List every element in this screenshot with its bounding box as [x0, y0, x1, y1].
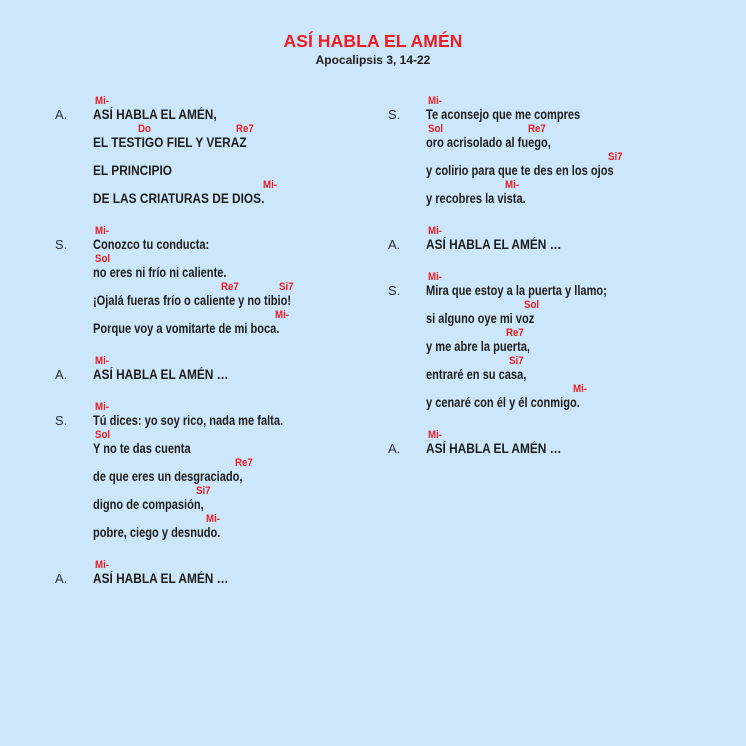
chord-label: Mi-: [428, 429, 442, 441]
chord-row: [93, 178, 335, 191]
lyric-line: [426, 283, 655, 298]
chord-row: [93, 94, 335, 107]
lyric-line-group: [426, 122, 655, 150]
lyric-text: de que eres un desgraciado,: [93, 469, 243, 484]
lyric-text: digno de compasión,: [93, 497, 204, 512]
refrain-stanza: [388, 428, 655, 456]
chord-row: [426, 122, 655, 135]
chord-row: [93, 428, 335, 441]
lyric-line-group: [426, 224, 655, 252]
speaker-label: A.: [388, 237, 401, 252]
chord-row: [426, 150, 655, 163]
speaker-label: A.: [55, 367, 68, 382]
lyric-line: [93, 441, 335, 456]
lyric-text: ASÍ HABLA EL AMÉN …: [93, 571, 229, 586]
refrain-stanza: [388, 224, 655, 252]
lyric-text: y cenaré con él y él conmigo.: [426, 395, 580, 410]
lyric-line-group: [426, 178, 655, 206]
refrain-stanza: [55, 354, 335, 382]
chord-row: [426, 178, 655, 191]
lyric-line: [426, 135, 655, 150]
lyric-text: ASÍ HABLA EL AMÉN …: [426, 237, 562, 252]
lyric-text: y recobres la vista.: [426, 191, 526, 206]
lyric-line-group: [93, 456, 335, 484]
lyric-line: [93, 293, 335, 308]
lyric-line-group: [426, 270, 655, 298]
lyric-line-group: [93, 428, 335, 456]
speaker-label: A.: [388, 441, 401, 456]
chord-row: [426, 270, 655, 283]
lyric-line: [93, 321, 335, 336]
lyric-line-group: [93, 354, 335, 382]
speaker-label: S.: [55, 237, 68, 252]
lyric-line-group: [93, 252, 335, 280]
lyric-text: oro acrisolado al fuego,: [426, 135, 551, 150]
chord-label: Sol: [95, 429, 111, 441]
lyric-line: [426, 191, 655, 206]
chord-label: Mi-: [428, 95, 442, 107]
chord-label: Re7: [235, 457, 253, 469]
chord-label: Si7: [279, 281, 294, 293]
lyric-line-group: [93, 400, 335, 428]
lyric-text: ¡Ojalá fueras frío o caliente y no tibio!: [93, 293, 292, 308]
chord-row: [426, 428, 655, 441]
lyric-line: [426, 237, 655, 252]
chord-label: Re7: [236, 123, 254, 135]
chord-label: Re7: [506, 327, 524, 339]
lyric-text: pobre, ciego y desnudo.: [93, 525, 221, 540]
chord-row: [93, 308, 335, 321]
chord-row: [93, 400, 335, 413]
lyric-text: si alguno oye mi voz: [426, 311, 535, 326]
lyric-line-group: [93, 178, 335, 206]
lyric-line-group: [426, 428, 655, 456]
chord-row: [93, 484, 335, 497]
lyric-line-group: [93, 122, 335, 150]
lyric-line: [426, 339, 655, 354]
chord-row: [426, 354, 655, 367]
verse-stanza: [388, 94, 655, 206]
chord-label: Sol: [95, 253, 111, 265]
chord-row: [426, 94, 655, 107]
lyric-line-group: [426, 298, 655, 326]
lyric-text: Tú dices: yo soy rico, nada me falta.: [93, 413, 284, 428]
chord-label: Mi-: [95, 401, 109, 413]
lyric-text: entraré en su casa,: [426, 367, 527, 382]
chord-row: [93, 280, 335, 293]
chord-label: Mi-: [95, 95, 109, 107]
song-column: [388, 94, 655, 474]
lyric-line: [426, 163, 655, 178]
lyric-line: [426, 311, 655, 326]
speaker-label: S.: [388, 283, 401, 298]
lyric-line: [426, 441, 655, 456]
lyric-line: [426, 395, 655, 410]
chord-label: Si7: [608, 151, 623, 163]
chord-label: Mi-: [275, 309, 289, 321]
chord-label: Mi-: [573, 383, 587, 395]
chord-row: [93, 150, 335, 163]
chord-row: [93, 122, 335, 135]
lyric-text: Conozco tu conducta:: [93, 237, 210, 252]
chord-label: Mi-: [95, 225, 109, 237]
chord-label: Mi-: [95, 559, 109, 571]
chord-label: Re7: [221, 281, 239, 293]
chord-label: Si7: [196, 485, 211, 497]
lyric-line-group: [426, 150, 655, 178]
chord-label: Re7: [528, 123, 546, 135]
lyric-line: [93, 163, 335, 178]
lyric-text: ASÍ HABLA EL AMÉN …: [93, 367, 229, 382]
song-column: [55, 94, 335, 604]
chord-row: [426, 326, 655, 339]
lyric-line-group: [93, 558, 335, 586]
lyric-line-group: [426, 326, 655, 354]
chord-label: Mi-: [206, 513, 220, 525]
chord-label: Sol: [524, 299, 540, 311]
lyric-text: y colirio para que te des en los ojos: [426, 163, 614, 178]
chord-label: Mi-: [428, 225, 442, 237]
speaker-label: A.: [55, 107, 68, 122]
refrain-stanza: [55, 94, 335, 206]
lyric-line: [93, 469, 335, 484]
speaker-label: S.: [55, 413, 68, 428]
speaker-label: A.: [55, 571, 68, 586]
lyric-line-group: [426, 94, 655, 122]
refrain-stanza: [55, 558, 335, 586]
lyric-line: [93, 367, 335, 382]
chord-row: [426, 382, 655, 395]
lyric-line: [93, 107, 335, 122]
lyric-line: [93, 525, 335, 540]
chord-label: Mi-: [263, 179, 277, 191]
lyric-line: [93, 135, 335, 150]
lyric-text: no eres ni frío ni caliente.: [93, 265, 227, 280]
lyric-text: y me abre la puerta,: [426, 339, 530, 354]
lyric-line: [93, 237, 335, 252]
lyric-text: Mira que estoy a la puerta y llamo;: [426, 283, 607, 298]
chord-label: Do: [138, 123, 151, 135]
chord-row: [93, 252, 335, 265]
lyric-line-group: [93, 150, 335, 178]
speaker-label: S.: [388, 107, 401, 122]
lyric-line-group: [93, 94, 335, 122]
lyric-line-group: [93, 512, 335, 540]
lyric-text: Te aconsejo que me compres: [426, 107, 581, 122]
chord-row: [93, 354, 335, 367]
lyric-line: [93, 413, 335, 428]
lyric-line: [93, 265, 335, 280]
chord-label: Mi-: [505, 179, 519, 191]
lyric-line-group: [93, 308, 335, 336]
verse-stanza: [388, 270, 655, 410]
lyric-line-group: [93, 280, 335, 308]
lyric-line: [93, 191, 335, 206]
lyric-text: Porque voy a vomitarte de mi boca.: [93, 321, 280, 336]
lyric-line-group: [93, 224, 335, 252]
lyric-line-group: [426, 354, 655, 382]
lyric-text: Y no te das cuenta: [93, 441, 191, 456]
lyric-line: [93, 497, 335, 512]
verse-stanza: [55, 224, 335, 336]
chord-label: Mi-: [428, 271, 442, 283]
lyric-text: EL PRINCIPIO: [93, 163, 173, 178]
page-title: ASÍ HABLA EL AMÉN: [283, 31, 463, 51]
verse-stanza: [55, 400, 335, 540]
chord-row: [93, 456, 335, 469]
lyric-text: EL TESTIGO FIEL Y VERAZ: [93, 135, 247, 150]
lyric-line: [426, 367, 655, 382]
lyric-line-group: [426, 382, 655, 410]
lyric-text: DE LAS CRIATURAS DE DIOS.: [93, 191, 265, 206]
page-subtitle: Apocalipsis 3, 14-22: [315, 53, 431, 67]
chord-row: [93, 512, 335, 525]
lyric-line: [426, 107, 655, 122]
chord-label: Si7: [509, 355, 524, 367]
lyric-line: [93, 571, 335, 586]
chord-row: [426, 224, 655, 237]
lyric-line-group: [93, 484, 335, 512]
lyric-text: ASÍ HABLA EL AMÉN,: [93, 107, 217, 122]
chord-label: Sol: [428, 123, 444, 135]
chord-row: [426, 298, 655, 311]
chord-row: [93, 558, 335, 571]
lyric-text: ASÍ HABLA EL AMÉN …: [426, 441, 562, 456]
chord-row: [93, 224, 335, 237]
chord-label: Mi-: [95, 355, 109, 367]
